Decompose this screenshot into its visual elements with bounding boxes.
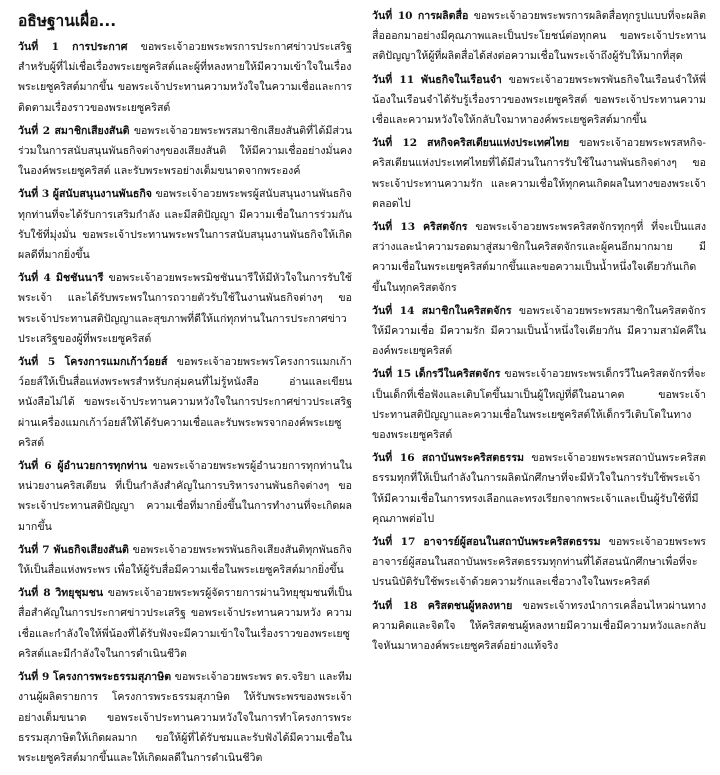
prayer-entry bbox=[372, 448, 706, 529]
entry-text: ขอพระเจ้าอวยพระพรพันธกิจเสียงสันติทุกพันธกิจให้เป็นสื่อแห่งพระพร เพื่อให้ผู้รับสื่อมีความเชื่อในพระเยซูคริสต์มากยิ่งขึ้น bbox=[18, 543, 352, 577]
prayer-entry bbox=[372, 70, 706, 131]
prayer-entry bbox=[372, 6, 706, 67]
entry-title: ผู้สนับสนุนงานพันธกิจ bbox=[52, 188, 152, 201]
entry-text: ขอพระเจ้าอวยพระพรผู้สนับสนุนงานพันธกิจทุกท่านที่จะได้รับการเสริมกำลัง และมีสติปัญญา มีความเชื่อในการร่วมกันรับใช้ที่มุ่งมั่น ขอพระเจ้าประทานพระพรในการสนับสนุนงานพันธกิจให้เกิดผลดีที่มากยิ่งขึ้น bbox=[18, 188, 352, 262]
prayer-entry bbox=[18, 583, 352, 664]
entry-day-label: วันที่ 8 bbox=[18, 587, 51, 600]
prayer-entry bbox=[372, 364, 706, 445]
entry-day-label: วันที่ 4 bbox=[18, 272, 51, 285]
entry-text: ขอพระเจ้าอวยพระพรมิชชันนารีให้มีหัวใจในการรับใช้พระเจ้า และได้รับพระพรในการถวายตัวรับใช้ในงานพันธกิจต่างๆ ขอพระเจ้าประทานสติปัญญาและสุขภาพที่ดีให้แก่ทุกท่านในการประกาศข่าวประเสริฐของผู้ที่พระเยซูคริสต์ bbox=[18, 272, 352, 345]
entry-title: สถาบันพระคริสตธรรม bbox=[421, 452, 525, 465]
entry-text: ขอพระเจ้าอวยพระพรสหกิจ-คริสเตียนแห่งประเทศไทยที่ได้มีส่วนในการรับใช้ในงานพันธกิจต่างๆ ขอพระเจ้าประทานความรัก และความเชื่อให้ทุกคนเกิดผลในทางของพระเจ้าตลอดไป bbox=[372, 137, 706, 210]
prayer-entry bbox=[18, 184, 352, 265]
entry-text: ขอพระเจ้าทรงนำการเคลื่อนไหวผ่านทางความคิดและจิตใจ ให้คริสตชนผู้หลงหายมีความเชื่อมีความหวังและกลับใจหันมาหาองค์พระเยซูคริสต์อย่างแท้จริง bbox=[372, 599, 706, 653]
entry-text: ขอพระเจ้าอวยพระพรสมาชิกในคริสตจักรให้มีความเชื่อ มีความรัก มีความเป็นน้ำหนึ่งใจเดียวกัน มีความสามัคคีในองค์พระเยซูคริสต์ bbox=[372, 304, 706, 358]
entry-day-label: วันที่ 16 bbox=[372, 452, 415, 465]
entry-day-label: วันที่ 2 bbox=[18, 124, 51, 137]
prayer-entry bbox=[372, 301, 706, 362]
entry-day-label: วันที่ 5 bbox=[18, 356, 56, 369]
entry-text: ขอพระเจ้าอวยพระพรสมาชิกเสียงสันติที่ได้มีส่วนร่วมในการสนับสนุนพันธกิจต่างๆของเสียงสันติ ให้มีความเชื่ออย่างมั่นคงในองค์พระเยซูคริสต์ และรับพระพรอย่างเต็มขนาดจากพระองค์ bbox=[18, 124, 352, 178]
entry-day-label: วันที่ 17 bbox=[372, 536, 416, 549]
entry-title: พันธกิจในเรือนจำ bbox=[421, 73, 502, 86]
entry-text: ขอพระเจ้าอวยพระพรผู้อำนวยการทุกท่านในหน่วยงานคริสเตียน ที่เป็นกำลังสำคัญในการบริหารงานพันธกิจต่างๆ ขอพระเจ้าประทานสติปัญญา ความเชื่อที่มากยิ่งขึ้นในการทำงานที่จะเกิดผลมากขึ้น bbox=[18, 460, 352, 533]
entry-text: ขอพระเจ้าอวยพระพรโครงการแมกเก้าว์อยส์ให้เป็นสื่อแห่งพระพรสำหรับกลุ่มคนที่ไม่รู้หนังสือ อ่านและเขียนหนังสือไม่ได้ ขอพระเจ้าประทานความหวังใจในการประกาศข่าวประเสริฐผ่านเครื่องแมกเก้าว์อยส์ให้ได้รับความเชื่อและรับพระพรจากองค์พระเยซูคริสต์ bbox=[18, 356, 352, 449]
document-heading: อธิษฐานเผื่อ... bbox=[18, 12, 117, 30]
entry-day-label: วันที่ 9 bbox=[18, 671, 50, 684]
entry-day-label: วันที่ 18 bbox=[372, 599, 418, 612]
entry-text: ขอพระเจ้าอวยพระพร ดร.จริยา และทีมงานผู้ผลิตรายการ โครงการพระธรรมสุภาษิต ให้รับพระพรของพระเจ้าอย่างเต็มขนาด ขอพระเจ้าประทานความหวังใจในการทำโครงการพระธรรมสุภาษิตให้เกิดผลมาก ขอให้ผู้ที่ได้รับชมและรับฟังได้มีความเชื่อในพระเยซูคริสต์มากขึ้นและให้เกิดผลดีในการดำเนินชีวิต bbox=[18, 671, 352, 764]
entry-text: ขอพระเจ้าอวยพระพรสถาบันพระคริสตธรรมทุกที่ให้เป็นกำลังในการผลิตนักศึกษาที่จะมีหัวใจในการรับใช้พระเจ้า ให้มีความเชื่อในการทรงเลือกและทรงเรียกจากพระเจ้าและเป็นผู้รับใช้ที่มีคุณภาพต่อไป bbox=[372, 452, 706, 525]
entry-title: สมาชิกในคริสตจักร bbox=[421, 304, 512, 317]
prayer-entry bbox=[18, 268, 352, 349]
left-column bbox=[18, 6, 352, 775]
right-column bbox=[372, 6, 706, 775]
entry-day-label: วันที่ 14 bbox=[372, 304, 415, 317]
prayer-entry bbox=[372, 532, 706, 593]
entry-title: พันธกิจเสียงสันติ bbox=[53, 543, 129, 556]
entry-text: ขอพระเจ้าอวยพระพรพันธกิจในเรือนจำให้พี่น้องในเรือนจำได้รับรู้เรื่องราวของพระเยซูคริสต์ ขอพระเจ้าประทานความเชื่อและความหวังใจให้กลับใจมาหาองค์พระเยซูคริสต์มากขึ้น bbox=[372, 73, 706, 127]
entry-day-label: วันที่ 12 bbox=[372, 137, 418, 150]
prayer-entry bbox=[18, 456, 352, 537]
entry-day-label: วันที่ 10 bbox=[372, 10, 413, 22]
entry-title: คริสตจักร bbox=[423, 221, 468, 234]
entry-day-label: วันที่ 6 bbox=[18, 460, 52, 473]
entry-title: มิชชันนารี bbox=[55, 272, 104, 285]
entry-day-label: วันที่ 11 bbox=[372, 73, 415, 86]
prayer-entry bbox=[18, 667, 352, 768]
prayer-entry bbox=[372, 217, 706, 298]
entry-text: ขอพระเจ้าอวยพระพรเด็กรวีในคริสตจักรที่จะเป็นเด็กที่เชื่อฟังและเติบโตขึ้นมาเป็นผู้ใหญ่ที่ดีในอนาคต ขอพระเจ้าประทานสติปัญญาและความเชื่อในพระเยซูคริสต์ให้เด็กรวีเติบโตในทางของพระเยซูคริสต์ bbox=[372, 368, 706, 442]
prayer-entry bbox=[372, 596, 706, 657]
entry-title: เด็กรวีในคริสตจักร bbox=[415, 368, 501, 381]
entry-day-label: วันที่ 3 bbox=[18, 188, 50, 201]
prayer-entry bbox=[372, 133, 706, 214]
entry-title: อาจารย์ผู้สอนในสถาบันพระคริสตธรรม bbox=[423, 536, 601, 549]
entry-day-label: วันที่ 15 bbox=[372, 368, 412, 381]
entry-title: คริสตชนผู้หลงหาย bbox=[427, 599, 513, 612]
entry-title: ผู้อำนวยการทุกท่าน bbox=[57, 460, 147, 473]
entry-text: ขอพระเจ้าอวยพระพรผู้จัดรายการผ่านวิทยุชุมชนที่เป็นสื่อสำคัญในการประกาศข่าวประเสริฐ ขอพระเจ้าประทานความหวัง ความเชื่อและกำลังใจให้พี่น้องที่ได้รับฟังจะมีความเข้าใจในเรื่องราวของพระเยซูคริสต์และมีกำลังใจในการดำเนินชีวิต bbox=[18, 587, 352, 660]
entry-title: การผลิตสื่อ bbox=[417, 10, 469, 22]
entry-title: สหกิจคริสเตียนแห่งประเทศไทย bbox=[426, 137, 570, 150]
entry-title: วิทยุชุมชน bbox=[55, 587, 104, 600]
entry-text: ขอพระเจ้าอวยพระพรอาจารย์ผู้สอนในสถาบันพระคริสตธรรมทุกท่านที่ได้สอนนักศึกษาเพื่อที่จะปรนนิบัติรับใช้พระเจ้าด้วยความรักและเชื่อวางใจในพระคริสต์ bbox=[372, 536, 706, 589]
entry-day-label: วันที่ 13 bbox=[372, 221, 416, 234]
entry-text: ขอพระเจ้าอวยพระพรการผลิตสื่อทุกรูปแบบที่จะผลิตสื่อออกมาอย่างมีคุณภาพและเป็นประโยชน์ต่อทุกคน ขอพระเจ้าประทานสติปัญญาให้ผู้ที่ผลิตสื่อได้ส่งต่อความเชื่อในพระเจ้าถึงผู้รับให้มากที่สุด bbox=[372, 10, 706, 63]
entry-text: ขอพระเจ้าอวยพระพรการประกาศข่าวประเสริฐสำหรับผู้ที่ไม่เชื่อเรื่องพระเยซูคริสต์และผู้ที่หลงหายให้มีความเข้าใจในเรื่องพระเยซูคริสต์มากขึ้น ขอพระเจ้าประทานความหวังใจในความเชื่อและการติดตามเรื่องราวของพระเยซูคริสต์ bbox=[18, 41, 352, 114]
prayer-entry bbox=[18, 121, 352, 182]
prayer-entry bbox=[18, 37, 352, 118]
entry-day-label: วันที่ 7 bbox=[18, 543, 50, 556]
entry-title: โครงการแมกเก้าว์อยส์ bbox=[64, 356, 168, 369]
entry-title: โครงการพระธรรมสุภาษิต bbox=[52, 671, 172, 684]
prayer-entry bbox=[18, 352, 352, 453]
entry-day-label: วันที่ 1 bbox=[18, 41, 60, 53]
prayer-entry bbox=[18, 540, 352, 580]
entry-title: การประกาศ bbox=[72, 41, 128, 53]
entry-text: ขอพระเจ้าอวยพระพรคริสตจักรทุกๆที่ ที่จะเป็นแสงสว่างและนำความรอดมาสู่สมาชิกในคริสตจักรและผู้คนอีกมากมาย มีความเชื่อในพระเยซูคริสต์มากขึ้นและขอความเป็นน้ำหนึ่งใจเดียวกันเกิดขึ้นในทุกคริสตจักร bbox=[372, 221, 706, 294]
entry-title: สมาชิกเสียงสันติ bbox=[54, 124, 130, 137]
